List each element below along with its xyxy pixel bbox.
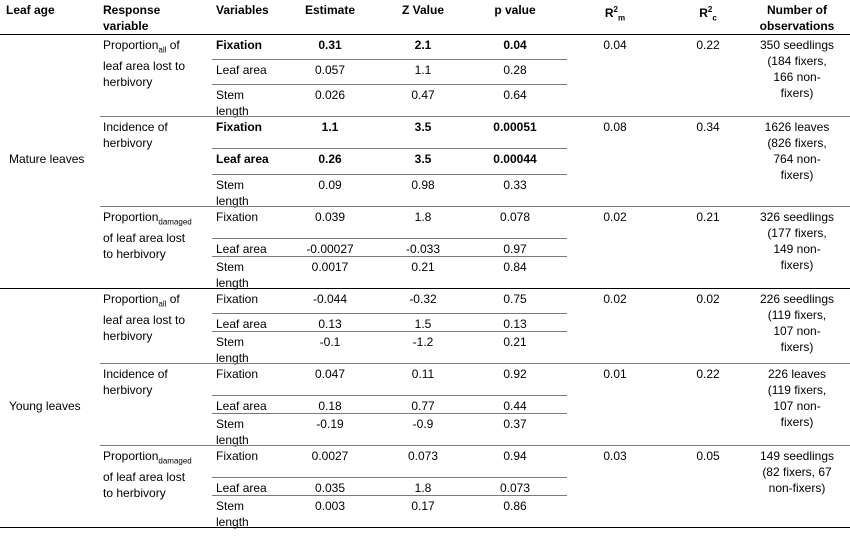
observations-value: 149 seedlings (82 fixers, 67 non-fixers) <box>759 449 835 495</box>
r2c-value: 0.02 <box>696 292 720 306</box>
estimate-value: -0.19 <box>316 417 344 431</box>
leaf-age-label: Mature leaves <box>9 152 85 166</box>
estimate-value: 0.18 <box>318 399 342 413</box>
observations-value: 326 seedlings (177 fixers, 149 non- fixers) <box>759 210 835 272</box>
z-value: 0.98 <box>411 178 435 192</box>
header-leaf-age: Leaf age <box>6 3 55 17</box>
z-value: 3.5 <box>414 152 432 166</box>
response-separator <box>100 116 850 117</box>
p-value: 0.21 <box>503 335 527 349</box>
z-value: 0.11 <box>411 367 435 381</box>
leaf-age-label: Young leaves <box>9 398 81 413</box>
estimate-value: 0.003 <box>314 499 346 513</box>
variable-name: Stem length <box>216 88 249 118</box>
z-value: -0.32 <box>409 292 437 306</box>
header-observations: Number of observations <box>759 3 835 33</box>
estimate-value: 0.31 <box>318 38 342 52</box>
r2c-value: 0.22 <box>696 367 720 381</box>
p-value: 0.28 <box>503 63 527 77</box>
r2m-value: 0.08 <box>603 120 627 134</box>
variable-name: Leaf area <box>216 399 267 413</box>
variable-name: Stem length <box>216 260 249 290</box>
response-variable-label: Proportion$_{all}$ of leaf area lost to herbivory <box>103 292 186 344</box>
header-r2m: $R^2_m$ <box>604 5 626 23</box>
estimate-value: 0.047 <box>314 367 346 381</box>
r2m-value: 0.02 <box>603 292 627 306</box>
r2m-value: 0.03 <box>603 449 627 463</box>
variable-name: Fixation <box>216 292 259 306</box>
estimate-value: 0.057 <box>314 63 346 77</box>
p-value: 0.75 <box>503 292 527 306</box>
p-value: 0.94 <box>503 449 527 463</box>
variable-name: Leaf area <box>216 242 267 256</box>
r2m-value: 0.01 <box>603 367 627 381</box>
variable-name: Stem length <box>216 499 249 529</box>
variable-name: Fixation <box>216 120 263 134</box>
variable-name: Leaf area <box>216 481 267 495</box>
header-response-variable: Response variable <box>103 3 161 33</box>
row-separator <box>212 395 567 396</box>
row-separator <box>212 59 567 60</box>
observations-value: 226 seedlings (119 fixers, 107 non- fixers) <box>759 292 835 354</box>
estimate-value: -0.044 <box>312 292 348 306</box>
header-p-value: p value <box>494 3 536 17</box>
estimate-value: 0.26 <box>318 152 342 166</box>
row-separator <box>212 256 567 257</box>
header-rule <box>0 34 850 35</box>
r2m-value: 0.02 <box>603 210 627 224</box>
row-separator <box>212 495 567 496</box>
variable-name: Fixation <box>216 210 259 224</box>
response-variable-label: Proportion$_{damaged}$ of leaf area lost to herbivory <box>103 449 192 501</box>
z-value: 1.5 <box>414 317 432 331</box>
variable-name: Fixation <box>216 449 259 463</box>
estimate-value: -0.1 <box>319 335 341 349</box>
variable-name: Fixation <box>216 367 259 381</box>
z-value: -0.033 <box>405 242 441 256</box>
header-estimate: Estimate <box>304 3 356 17</box>
z-value: 0.17 <box>411 499 435 513</box>
row-separator <box>212 331 567 332</box>
z-value: 1.1 <box>414 63 432 77</box>
p-value: 0.92 <box>503 367 527 381</box>
p-value: 0.44 <box>503 399 527 413</box>
z-value: 1.8 <box>414 481 432 495</box>
p-value: 0.33 <box>503 178 527 192</box>
response-separator <box>100 363 850 364</box>
z-value: 0.21 <box>411 260 435 274</box>
row-separator <box>212 477 567 478</box>
estimate-value: 0.0017 <box>311 260 349 274</box>
observations-value: 1626 leaves (826 fixers, 764 non- fixers) <box>764 120 830 182</box>
z-value: 0.77 <box>411 399 435 413</box>
row-separator <box>212 313 567 314</box>
variable-name: Stem length <box>216 178 249 208</box>
p-value: 0.073 <box>499 481 531 495</box>
z-value: -1.2 <box>412 335 434 349</box>
response-variable-label: Proportion$_{all}$ of leaf area lost to herbivory <box>103 38 186 90</box>
estimate-value: 0.09 <box>318 178 342 192</box>
r2c-value: 0.21 <box>696 210 720 224</box>
response-variable-label: Proportion$_{damaged}$ of leaf area lost to herbivory <box>103 210 192 262</box>
header-r2c: $R^2_c$ <box>699 5 717 23</box>
z-value: 0.47 <box>411 88 435 102</box>
z-value: 3.5 <box>414 120 432 134</box>
p-value: 0.078 <box>499 210 531 224</box>
estimate-value: 0.039 <box>314 210 346 224</box>
z-value: 2.1 <box>414 38 432 52</box>
r2m-value: 0.04 <box>603 38 627 52</box>
estimate-value: 0.0027 <box>311 449 349 463</box>
response-variable-label: Incidence of herbivory <box>103 120 168 150</box>
response-variable-label: Incidence of herbivory <box>103 367 168 397</box>
r2c-value: 0.05 <box>696 449 720 463</box>
p-value: 0.04 <box>503 38 527 52</box>
r2c-value: 0.22 <box>696 38 720 52</box>
variable-name: Stem length <box>216 417 249 447</box>
z-value: -0.9 <box>412 417 434 431</box>
variable-name: Leaf area <box>216 63 267 77</box>
z-value: 0.073 <box>407 449 439 463</box>
p-value: 0.00044 <box>493 152 537 166</box>
estimate-value: -0.00027 <box>306 242 354 256</box>
variable-name: Stem length <box>216 335 249 365</box>
p-value: 0.13 <box>503 317 527 331</box>
header-z-value: Z Value <box>401 3 445 17</box>
row-separator <box>212 238 567 239</box>
p-value: 0.84 <box>503 260 527 274</box>
header-variables: Variables <box>216 3 269 17</box>
r2c-value: 0.34 <box>696 120 720 134</box>
row-separator <box>212 174 567 175</box>
group-separator <box>0 288 850 289</box>
group-separator <box>0 527 850 528</box>
estimate-value: 0.13 <box>318 317 342 331</box>
estimate-value: 0.026 <box>314 88 346 102</box>
variable-name: Leaf area <box>216 152 269 166</box>
row-separator <box>212 148 567 149</box>
variable-name: Leaf area <box>216 317 267 331</box>
row-separator <box>212 84 567 85</box>
row-separator <box>212 413 567 414</box>
observations-value: 226 leaves (119 fixers, 107 non- fixers) <box>767 367 827 429</box>
estimate-value: 1.1 <box>321 120 339 134</box>
estimate-value: 0.035 <box>314 481 346 495</box>
z-value: 1.8 <box>414 210 432 224</box>
p-value: 0.37 <box>503 417 527 431</box>
observations-value: 350 seedlings (184 fixers, 166 non- fixers) <box>759 38 835 100</box>
p-value: 0.64 <box>503 88 527 102</box>
variable-name: Fixation <box>216 38 263 52</box>
p-value: 0.86 <box>503 499 527 513</box>
response-separator <box>100 206 850 207</box>
p-value: 0.00051 <box>493 120 537 134</box>
p-value: 0.97 <box>503 242 527 256</box>
response-separator <box>100 445 850 446</box>
